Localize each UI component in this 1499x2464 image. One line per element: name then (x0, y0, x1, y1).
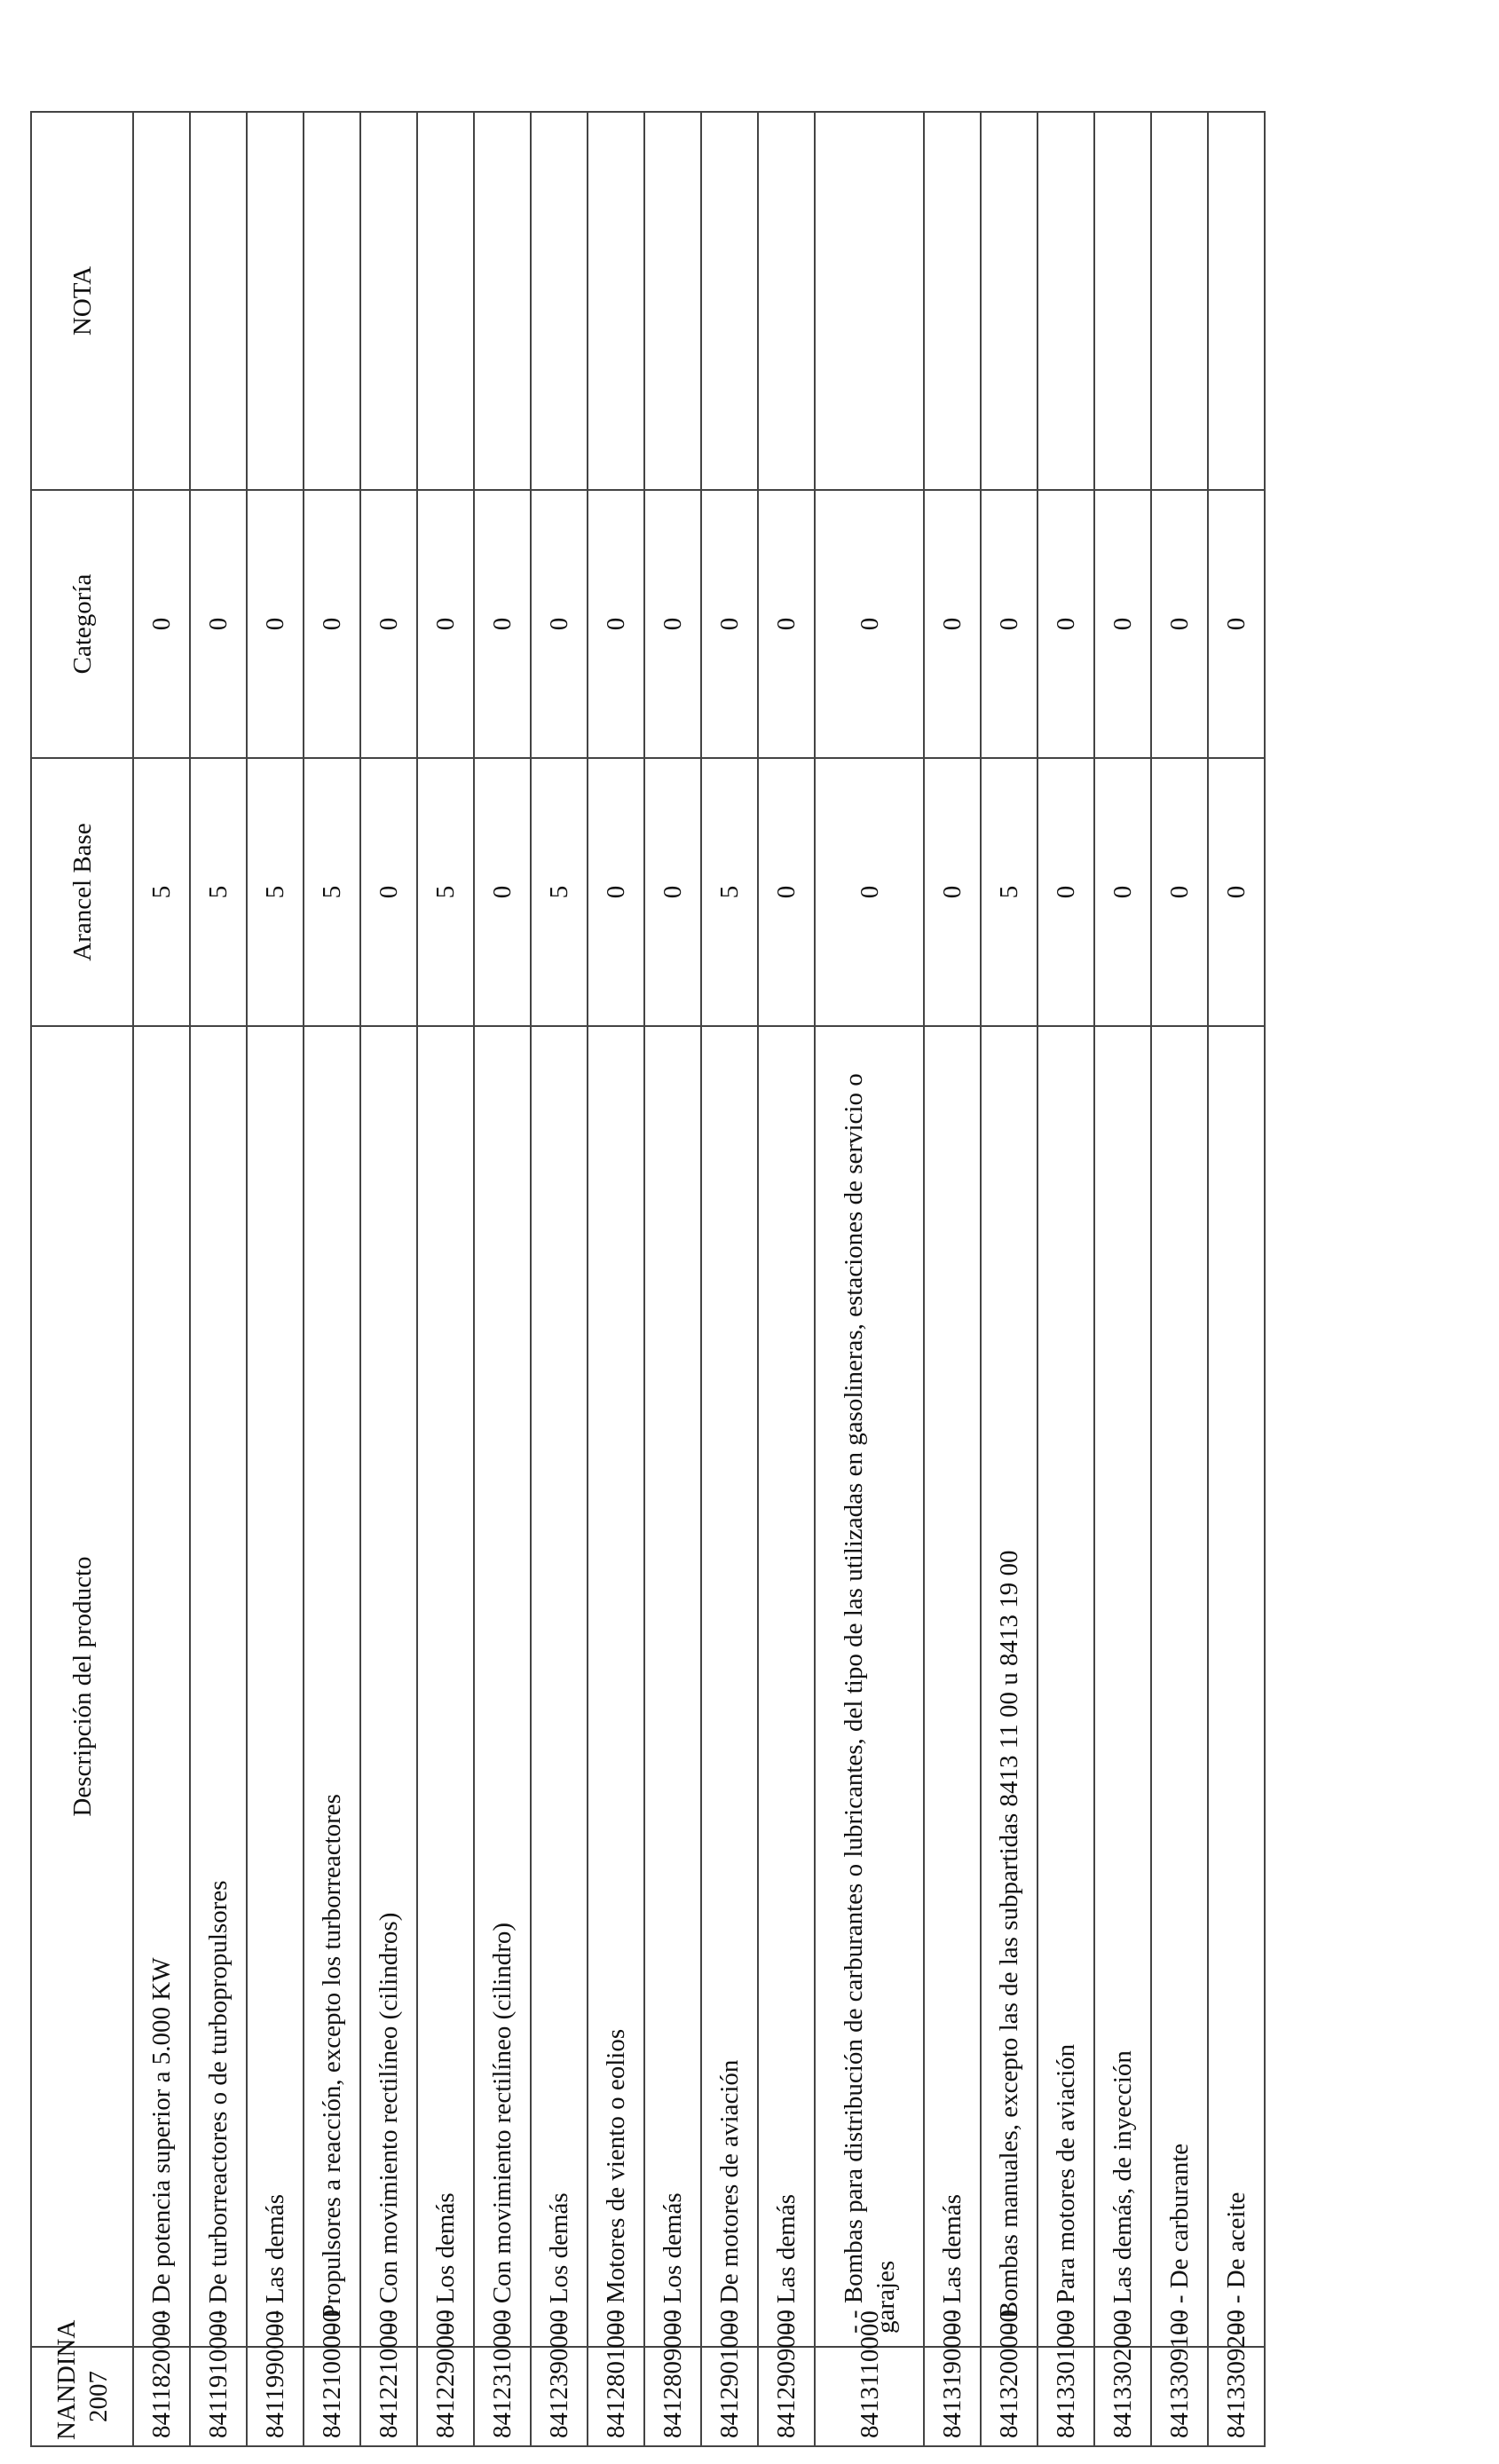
row-arancel-base: 5 (531, 758, 588, 1026)
row-categoria: 0 (360, 490, 417, 758)
header-nandina: NANDINA 2007 (31, 2347, 133, 2446)
row-description: - - Los demás (644, 1026, 701, 2347)
row-description: - - - De carburante (1151, 1026, 1208, 2347)
table-row (360, 112, 417, 2446)
row-categoria: 0 (531, 490, 588, 758)
row-categoria: 0 (701, 490, 758, 758)
row-nota (588, 112, 644, 490)
row-arancel-base: 0 (815, 758, 924, 1026)
row-code: 8413301000 (1037, 2347, 1094, 2446)
table-row (531, 112, 588, 2446)
row-code: 8412809000 (644, 2347, 701, 2446)
row-arancel-base: 0 (588, 758, 644, 1026)
row-arancel-base: 5 (247, 758, 304, 1026)
row-categoria: 0 (815, 490, 924, 758)
row-categoria: 0 (190, 490, 247, 758)
row-description: - - Con movimiento rectilíneo (cilindro) (474, 1026, 531, 2347)
row-code: 8412390000 (531, 2347, 588, 2446)
row-nota (758, 112, 815, 490)
table-row (247, 112, 304, 2446)
table-row (133, 112, 190, 2446)
row-arancel-base: 5 (133, 758, 190, 1026)
row-arancel-base: 0 (1208, 758, 1265, 1026)
row-arancel-base: 5 (304, 758, 360, 1026)
row-description: - - Motores de viento o eolios (588, 1026, 644, 2347)
row-nota (417, 112, 474, 490)
header-description: Descripción del producto (31, 1026, 133, 2347)
row-description: - - Con movimiento rectilíneo (cilindros) (360, 1026, 417, 2347)
row-code: 8411910000 (190, 2347, 247, 2446)
row-nota (531, 112, 588, 490)
row-code: 8413309200 (1208, 2347, 1265, 2446)
row-nota (815, 112, 924, 490)
tariff-table-rotated (30, 113, 1251, 2447)
row-nota (981, 112, 1037, 490)
row-description: - - Los demás (417, 1026, 474, 2347)
tariff-table (30, 111, 1266, 2447)
table-row (701, 112, 758, 2446)
row-categoria: 0 (304, 490, 360, 758)
row-code: 8413110000 (815, 2347, 924, 2446)
row-categoria: 0 (924, 490, 981, 758)
row-description: - Bombas manuales, excepto las de las subpartidas 8413 11 00 u 8413 19 00 (981, 1026, 1037, 2347)
row-categoria: 0 (758, 490, 815, 758)
row-code: 8412801000 (588, 2347, 644, 2446)
row-description: - Propulsores a reacción, excepto los turborreactores (304, 1026, 360, 2347)
row-description: - - Para motores de aviación (1037, 1026, 1094, 2347)
row-code: 8412210000 (360, 2347, 417, 2446)
row-description: - - Los demás (531, 1026, 588, 2347)
table-row (190, 112, 247, 2446)
row-code: 8412310000 (474, 2347, 531, 2446)
row-arancel-base: 5 (190, 758, 247, 1026)
row-description: - - Bombas para distribución de carburantes o lubricantes, del tipo de las utilizadas en gasolineras, estaciones de servicio o garajes (815, 1026, 924, 2347)
table-row (1094, 112, 1151, 2446)
row-nota (474, 112, 531, 490)
row-categoria: 0 (588, 490, 644, 758)
row-arancel-base: 0 (1151, 758, 1208, 1026)
table-row (981, 112, 1037, 2446)
row-arancel-base: 0 (758, 758, 815, 1026)
row-nota (1094, 112, 1151, 490)
table-row (924, 112, 981, 2446)
row-categoria: 0 (1037, 490, 1094, 758)
row-arancel-base: 0 (1037, 758, 1094, 1026)
row-description: - - De potencia superior a 5.000 KW (133, 1026, 190, 2347)
table-row (1037, 112, 1094, 2446)
table-row (304, 112, 360, 2446)
row-categoria: 0 (1094, 490, 1151, 758)
row-code: 8413190000 (924, 2347, 981, 2446)
row-code: 8413309100 (1151, 2347, 1208, 2446)
table-row (758, 112, 815, 2446)
row-categoria: 0 (474, 490, 531, 758)
row-nota (304, 112, 360, 490)
table-row (417, 112, 474, 2446)
row-categoria: 0 (247, 490, 304, 758)
row-nota (924, 112, 981, 490)
table-row (588, 112, 644, 2446)
row-nota (1151, 112, 1208, 490)
row-arancel-base: 5 (981, 758, 1037, 1026)
row-nota (1037, 112, 1094, 490)
row-categoria: 0 (1151, 490, 1208, 758)
row-arancel-base: 0 (644, 758, 701, 1026)
row-nota (1208, 112, 1265, 490)
row-categoria: 0 (1208, 490, 1265, 758)
row-description: - - Las demás (758, 1026, 815, 2347)
row-code: 8412901000 (701, 2347, 758, 2446)
row-arancel-base: 5 (417, 758, 474, 1026)
row-description: - - Las demás (247, 1026, 304, 2347)
table-row (1208, 112, 1265, 2446)
header-nota: NOTA (31, 112, 133, 490)
row-code: 8413200000 (981, 2347, 1037, 2446)
row-categoria: 0 (133, 490, 190, 758)
row-nota (133, 112, 190, 490)
row-nota (644, 112, 701, 490)
row-arancel-base: 0 (474, 758, 531, 1026)
row-categoria: 0 (644, 490, 701, 758)
table-row (815, 112, 924, 2446)
row-arancel-base: 5 (701, 758, 758, 1026)
header-row (31, 112, 133, 2446)
row-nota (247, 112, 304, 490)
row-description: - - Las demás, de inyección (1094, 1026, 1151, 2347)
row-categoria: 0 (417, 490, 474, 758)
row-arancel-base: 0 (360, 758, 417, 1026)
table-row (474, 112, 531, 2446)
row-code: 8412100000 (304, 2347, 360, 2446)
row-code: 8412290000 (417, 2347, 474, 2446)
row-code: 8413302000 (1094, 2347, 1151, 2446)
header-categoria: Categoría (31, 490, 133, 758)
row-code: 8411820000 (133, 2347, 190, 2446)
row-arancel-base: 0 (924, 758, 981, 1026)
row-nota (360, 112, 417, 490)
row-code: 8411990000 (247, 2347, 304, 2446)
row-nota (190, 112, 247, 490)
row-description: - - - De aceite (1208, 1026, 1265, 2347)
row-categoria: 0 (981, 490, 1037, 758)
row-description: - - Las demás (924, 1026, 981, 2347)
table-row (1151, 112, 1208, 2446)
row-description: - - De motores de aviación (701, 1026, 758, 2347)
row-description: - - De turborreactores o de turbopropulsores (190, 1026, 247, 2347)
row-nota (701, 112, 758, 490)
header-arancel-base: Arancel Base (31, 758, 133, 1026)
row-code: 8412909000 (758, 2347, 815, 2446)
table-row (644, 112, 701, 2446)
row-arancel-base: 0 (1094, 758, 1151, 1026)
